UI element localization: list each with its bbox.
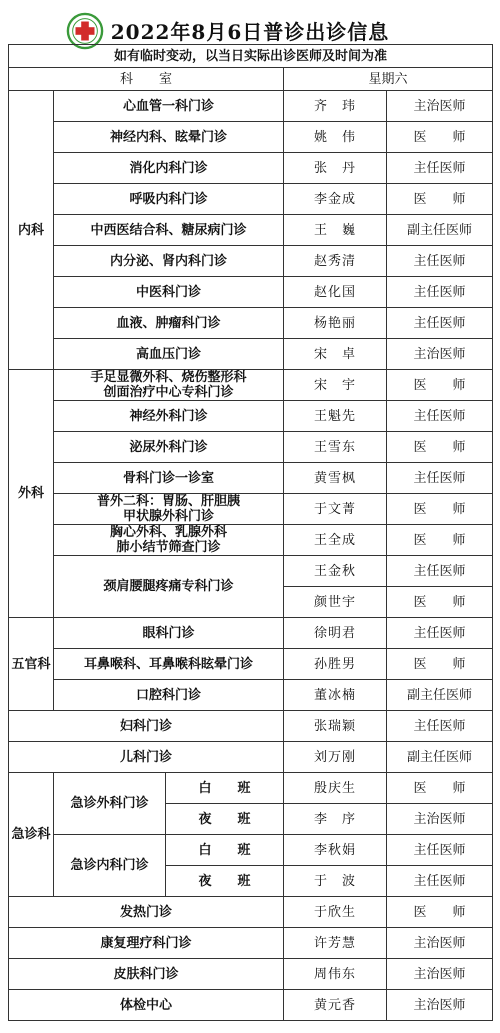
doctor-title: 医 师	[387, 587, 493, 618]
dept-name: 中西医结合科、糖尿病门诊	[54, 215, 284, 246]
doctor-title: 主任医师	[387, 711, 493, 742]
doctor-name: 张瑞颖	[284, 711, 387, 742]
doctor-name: 黄元香	[284, 990, 387, 1021]
doctor-title: 主治医师	[387, 91, 493, 122]
dept-name	[54, 525, 284, 556]
doctor-title: 医 师	[387, 649, 493, 680]
doctor-title: 主任医师	[387, 153, 493, 184]
dept-name: 骨科门诊一诊室	[54, 463, 284, 494]
doctor-name: 王雪东	[284, 432, 387, 463]
dept-name: 耳鼻喉科、耳鼻喉科眩晕门诊	[54, 649, 284, 680]
doctor-name: 于欣生	[284, 897, 387, 928]
dept-name: 泌尿外科门诊	[54, 432, 284, 463]
doctor-title: 医 师	[387, 897, 493, 928]
doctor-title: 主治医师	[387, 339, 493, 370]
dept-name: 康复理疗科门诊	[9, 928, 284, 959]
doctor-title: 主任医师	[387, 401, 493, 432]
header-dept: 科 室	[9, 68, 284, 91]
dept-name	[54, 494, 284, 525]
doctor-title: 主任医师	[387, 277, 493, 308]
doctor-name: 张 丹	[284, 153, 387, 184]
doctor-name: 齐 玮	[284, 91, 387, 122]
dept-name: 神经内科、眩晕门诊	[54, 122, 284, 153]
schedule-table	[8, 44, 493, 1021]
group-jizhen: 急诊科	[9, 773, 54, 897]
doctor-name: 王魁先	[284, 401, 387, 432]
doctor-title: 主任医师	[387, 866, 493, 897]
doctor-name: 孙胜男	[284, 649, 387, 680]
doctor-title: 主治医师	[387, 928, 493, 959]
doctor-name: 于文菁	[284, 494, 387, 525]
shift-label: 夜 班	[166, 866, 284, 897]
dept-name: 口腔科门诊	[54, 680, 284, 711]
doctor-title: 主治医师	[387, 990, 493, 1021]
doctor-title: 副主任医师	[387, 215, 493, 246]
doctor-title: 主治医师	[387, 959, 493, 990]
dept-name: 心血管一科门诊	[54, 91, 284, 122]
doctor-name: 许芳慧	[284, 928, 387, 959]
dept-name-line: 创面治疗中心专科门诊	[103, 385, 234, 400]
doctor-name: 徐明君	[284, 618, 387, 649]
doctor-title: 主任医师	[387, 618, 493, 649]
group-waike: 外科	[9, 370, 54, 618]
doctor-title: 医 师	[387, 122, 493, 153]
dept-name-line: 胸心外科、乳腺外科	[109, 525, 227, 540]
shift-label: 夜 班	[166, 804, 284, 835]
doctor-title: 副主任医师	[387, 742, 493, 773]
dept-name: 体检中心	[9, 990, 284, 1021]
dept-name: 眼科门诊	[54, 618, 284, 649]
doctor-title: 主任医师	[387, 835, 493, 866]
dept-name: 消化内科门诊	[54, 153, 284, 184]
doctor-name: 王 巍	[284, 215, 387, 246]
doctor-name: 刘万刚	[284, 742, 387, 773]
dept-name: 血液、肿瘤科门诊	[54, 308, 284, 339]
dept-name-line: 肺小结节筛查门诊	[116, 540, 221, 555]
doctor-name: 李金成	[284, 184, 387, 215]
group-wuguan: 五官科	[9, 618, 54, 711]
doctor-title: 副主任医师	[387, 680, 493, 711]
dept-name: 内分泌、肾内科门诊	[54, 246, 284, 277]
doctor-name: 宋 宇	[284, 370, 387, 401]
dept-name: 急诊内科门诊	[54, 835, 166, 897]
shift-label: 白 班	[166, 835, 284, 866]
doctor-title: 医 师	[387, 184, 493, 215]
doctor-name: 赵秀清	[284, 246, 387, 277]
doctor-name: 宋 卓	[284, 339, 387, 370]
doctor-title: 主任医师	[387, 463, 493, 494]
doctor-name: 赵化国	[284, 277, 387, 308]
shift-label: 白 班	[166, 773, 284, 804]
doctor-name: 殷庆生	[284, 773, 387, 804]
notice: 如有临时变动，以当日实际出诊医师及时间为准	[9, 45, 493, 68]
dept-name: 高血压门诊	[54, 339, 284, 370]
doctor-name: 董冰楠	[284, 680, 387, 711]
dept-name: 皮肤科门诊	[9, 959, 284, 990]
doctor-name: 王全成	[284, 525, 387, 556]
doctor-title: 主任医师	[387, 308, 493, 339]
dept-name: 呼吸内科门诊	[54, 184, 284, 215]
dept-name: 发热门诊	[9, 897, 284, 928]
doctor-name: 姚 伟	[284, 122, 387, 153]
doctor-title: 医 师	[387, 432, 493, 463]
dept-name: 急诊外科门诊	[54, 773, 166, 835]
page-title: 2022年8月6日普诊出诊信息	[110, 20, 390, 44]
header-day: 星期六	[284, 68, 493, 91]
doctor-name: 周伟东	[284, 959, 387, 990]
doctor-title: 医 师	[387, 370, 493, 401]
doctor-title: 主治医师	[387, 804, 493, 835]
dept-name-line: 普外二科：胃肠、肝胆胰	[96, 494, 240, 509]
dept-name-line: 甲状腺外科门诊	[122, 509, 214, 524]
dept-name: 妇科门诊	[9, 711, 284, 742]
doctor-name: 黄雪枫	[284, 463, 387, 494]
doctor-title: 医 师	[387, 773, 493, 804]
doctor-name: 李 序	[284, 804, 387, 835]
doctor-title: 医 师	[387, 525, 493, 556]
group-neike: 内科	[9, 91, 54, 370]
doctor-name: 颜世宇	[284, 587, 387, 618]
doctor-title: 医 师	[387, 494, 493, 525]
doctor-title: 主任医师	[387, 246, 493, 277]
dept-name: 儿科门诊	[9, 742, 284, 773]
dept-name: 神经外科门诊	[54, 401, 284, 432]
doctor-name: 王金秋	[284, 556, 387, 587]
doctor-name: 于 波	[284, 866, 387, 897]
dept-name: 中医科门诊	[54, 277, 284, 308]
doctor-title: 主任医师	[387, 556, 493, 587]
dept-name	[54, 370, 284, 401]
doctor-name: 李秋娟	[284, 835, 387, 866]
dept-name: 颈肩腰腿疼痛专科门诊	[54, 556, 284, 618]
doctor-name: 杨艳丽	[284, 308, 387, 339]
dept-name-line: 手足显微外科、烧伤整形科	[90, 370, 247, 385]
